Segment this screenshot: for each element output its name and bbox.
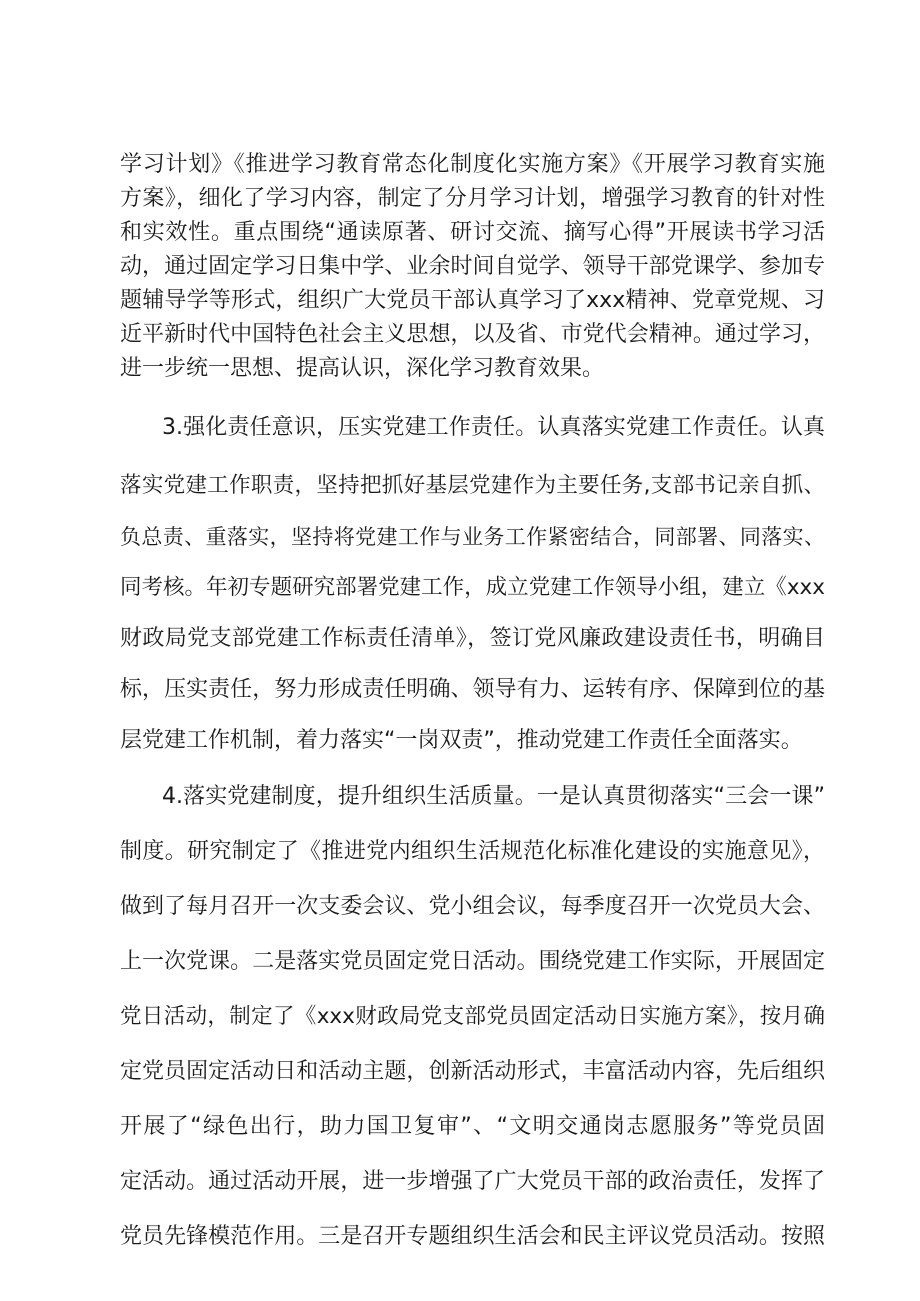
- paragraph-3-line: 开展了“绿色出行，助力国卫复审”、“文明交通岗志愿服务”等党员固: [120, 1114, 825, 1139]
- paragraph-1-line: 方案》，细化了学习内容，制定了分月学习计划，增强学习教育的针对性: [120, 186, 825, 211]
- paragraph-3-line: 党员先锋模范作用。三是召开专题组织生活会和民主评议党员活动。按照: [120, 1224, 825, 1249]
- paragraph-3-line: 做到了每月召开一次支委会议、党小组会议，每季度召开一次党员大会、: [120, 894, 825, 919]
- paragraph-2-line: 3.强化责任意识，压实党建工作责任。认真落实党建工作责任。认真: [162, 415, 825, 440]
- paragraph-3-line: 上一次党课。二是落实党员固定党日活动。围绕党建工作实际，开展固定: [120, 949, 825, 974]
- paragraph-2-line: 落实党建工作职责，坚持把抓好基层党建作为主要任务,支部书记亲自抓、: [120, 473, 825, 498]
- paragraph-3-line: 制度。研究制定了《推进党内组织生活规范化标准化建设的实施意见》，: [120, 839, 825, 864]
- paragraph-1-line: 和实效性。重点围绕“通读原著、研讨交流、摘写心得”开展读书学习活: [120, 220, 825, 245]
- paragraph-1-line: 学习计划》《推进学习教育常态化制度化实施方案》《开展学习教育实施: [120, 152, 825, 177]
- paragraph-3-line: 4.落实党建制度，提升组织生活质量。一是认真贯彻落实“三会一课”: [162, 784, 825, 809]
- paragraph-1-line: 近平新时代中国特色社会主义思想，以及省、市党代会精神。通过学习，: [120, 322, 825, 347]
- paragraph-1-line: 进一步统一思想、提高认识，深化学习教育效果。: [120, 356, 605, 381]
- paragraph-3-line: 定党员固定活动日和活动主题，创新活动形式，丰富活动内容，先后组织: [120, 1059, 825, 1084]
- paragraph-2-line: 财政局党支部党建工作标责任清单》，签订党风廉政建设责任书，明确目: [120, 626, 825, 651]
- paragraph-2-line: 负总责、重落实，坚持将党建工作与业务工作紧密结合，同部署、同落实、: [120, 525, 825, 549]
- paragraph-2-line: 层党建工作机制，着力落实“一岗双责”，推动党建工作责任全面落实。: [120, 728, 803, 753]
- paragraph-2-line: 同考核。年初专题研究部署党建工作，成立党建工作领导小组，建立《xxx: [120, 575, 825, 600]
- paragraph-3-line: 定活动。通过活动开展，进一步增强了广大党员干部的政治责任，发挥了: [120, 1169, 825, 1194]
- paragraph-1-line: 动，通过固定学习日集中学、业余时间自觉学、领导干部党课学、参加专: [120, 254, 825, 279]
- paragraph-1-line: 题辅导学等形式，组织广大党员干部认真学习了xxx精神、党章党规、习: [120, 288, 825, 313]
- paragraph-3-line: 党日活动，制定了《xxx财政局党支部党员固定活动日实施方案》，按月确: [120, 1004, 825, 1029]
- paragraph-2-line: 标，压实责任，努力形成责任明确、领导有力、运转有序、保障到位的基: [120, 677, 825, 702]
